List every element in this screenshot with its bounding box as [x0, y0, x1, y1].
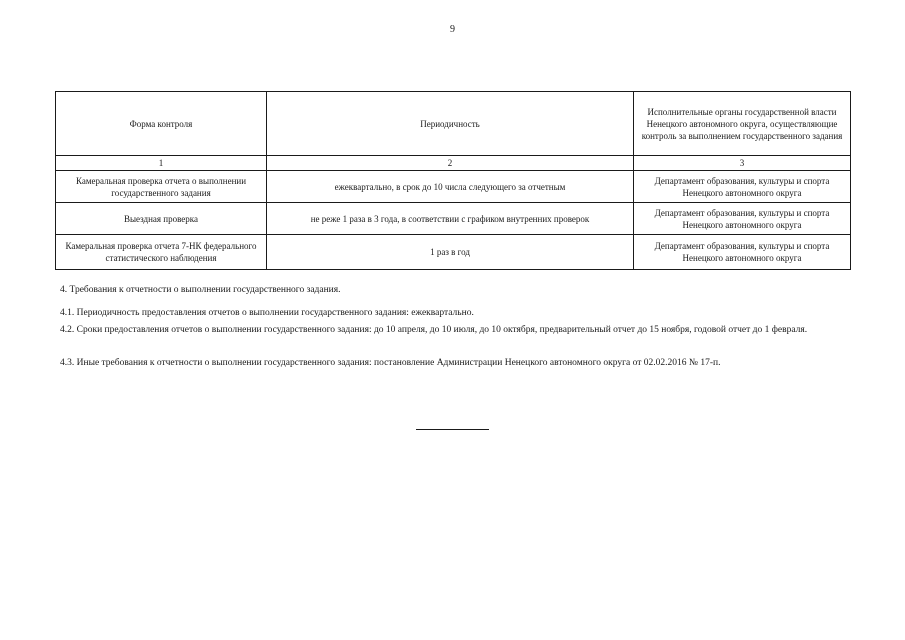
- cell-authority: Департамент образования, культуры и спорта Ненецкого автономного округа: [634, 171, 851, 203]
- table-row: [56, 171, 851, 203]
- cell-authority: Департамент образования, культуры и спорта Ненецкого автономного округа: [634, 203, 851, 235]
- table-row: [56, 235, 851, 270]
- column-number-row: [56, 156, 851, 171]
- page-number: 9: [450, 24, 455, 35]
- table-header-row: [56, 92, 851, 156]
- column-number: 1: [56, 156, 267, 171]
- header-authority: Исполнительные органы государственной власти Ненецкого автономного округа, осуществляющие контроль за выполнением государственного задания: [634, 92, 851, 156]
- cell-form: Камеральная проверка отчета о выполнении государственного задания: [56, 171, 267, 203]
- end-divider: [416, 429, 489, 430]
- cell-form: Выездная проверка: [56, 203, 267, 235]
- other-requirements-paragraph: 4.3. Иные требования к отчетности о выполнении государственного задания: постановление Администрации Ненецкого автономного округа от 02.02.2016 № 17-п.: [60, 358, 721, 368]
- cell-period: 1 раз в год: [267, 235, 634, 270]
- cell-period: ежеквартально, в срок до 10 числа следующего за отчетным: [267, 171, 634, 203]
- cell-authority: Департамент образования, культуры и спорта Ненецкого автономного округа: [634, 235, 851, 270]
- column-number: 2: [267, 156, 634, 171]
- reporting-deadlines-paragraph: 4.2. Сроки предоставления отчетов о выполнении государственного задания: до 10 апреля, до 10 июля, до 10 октября, предварительный отчет до 15 ноября, годовой отчет до 1 февраля.: [60, 325, 808, 335]
- column-number: 3: [634, 156, 851, 171]
- control-table: [55, 91, 851, 270]
- reporting-frequency-paragraph: 4.1. Периодичность предоставления отчетов о выполнении государственного задания: ежеквартально.: [60, 308, 474, 318]
- cell-period: не реже 1 раза в 3 года, в соответствии с графиком внутренних проверок: [267, 203, 634, 235]
- header-period: Периодичность: [267, 92, 634, 156]
- cell-form: Камеральная проверка отчета 7-НК федерального статистического наблюдения: [56, 235, 267, 270]
- table-row: [56, 203, 851, 235]
- header-form: Форма контроля: [56, 92, 267, 156]
- reporting-requirements-heading: 4. Требования к отчетности о выполнении государственного задания.: [60, 285, 341, 295]
